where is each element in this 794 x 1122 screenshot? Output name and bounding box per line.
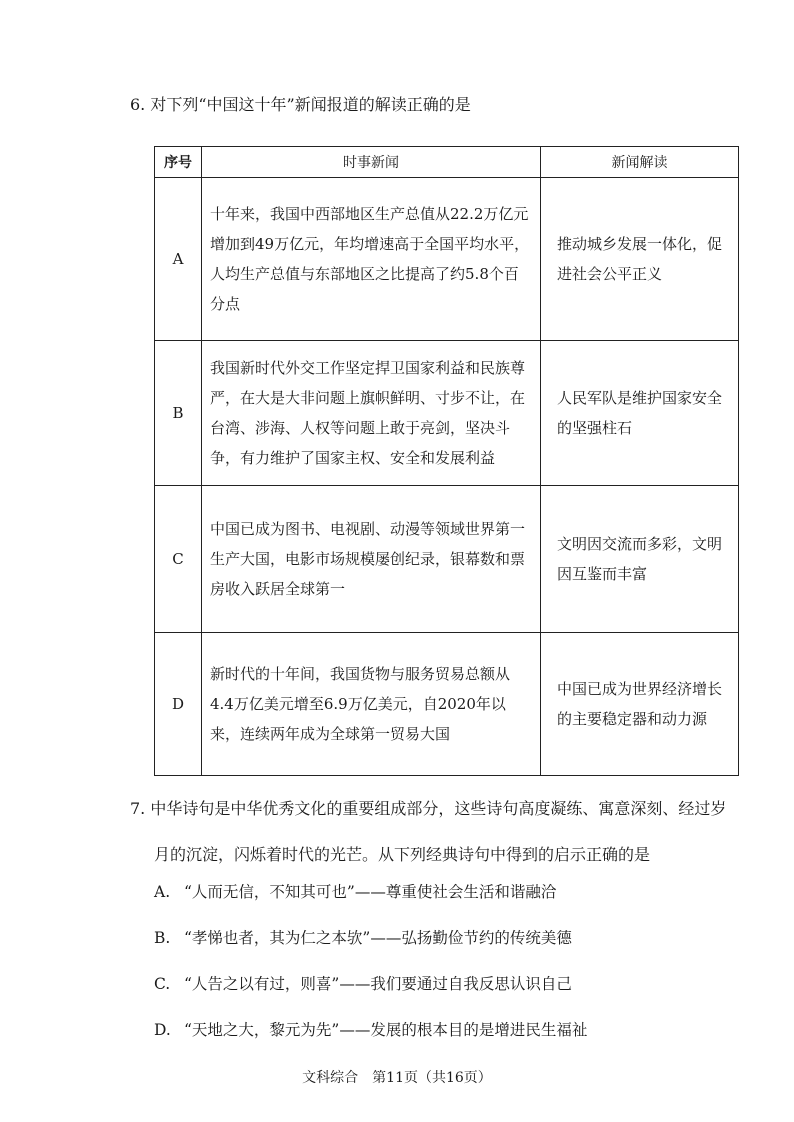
option-text: “人告之以有过，则喜”——我们要通过自我反思认识自己: [184, 975, 572, 993]
table-row: [155, 178, 739, 341]
option-d: [154, 1018, 587, 1040]
row-news: 我国新时代外交工作坚定捍卫国家利益和民族尊严，在大是大非问题上旗帜鲜明、寸步不让，在台湾、涉海、人权等问题上敢于亮剑，坚决斗争，有力维护了国家主权、安全和发展利益: [202, 341, 541, 486]
row-seq: D: [155, 633, 202, 776]
row-interp: 中国已成为世界经济增长的主要稳定器和动力源: [541, 633, 739, 776]
row-interp: 文明因交流而多彩，文明因互鉴而丰富: [541, 486, 739, 633]
option-b: [154, 926, 572, 948]
table-row: [155, 486, 739, 633]
header-news: 时事新闻: [202, 147, 541, 178]
row-seq: A: [155, 178, 202, 341]
table-row: [155, 341, 739, 486]
option-text: “天地之大，黎元为先”——发展的根本目的是增进民生福祉: [184, 1021, 588, 1039]
page-footer: 文科综合 第11页（共16页）: [302, 1070, 492, 1086]
option-label: D.: [154, 1021, 171, 1039]
option-text: “孝悌也者，其为仁之本欤”——弘扬勤俭节约的传统美德: [184, 929, 572, 947]
option-text: “人而无信，不知其可也”——尊重使社会生活和谐融洽: [184, 883, 557, 901]
table-header-row: [155, 147, 739, 178]
question-6-stem: 6. 对下列“中国这十年”新闻报道的解读正确的是: [130, 95, 471, 114]
option-c: [154, 972, 572, 994]
row-news: 中国已成为图书、电视剧、动漫等领域世界第一生产大国，电影市场规模屡创纪录，银幕数和票房收入跃居全球第一: [202, 486, 541, 633]
row-news: 十年来，我国中西部地区生产总值从22.2万亿元增加到49万亿元，年均增速高于全国平均水平，人均生产总值与东部地区之比提高了约5.8个百分点: [202, 178, 541, 341]
option-label: B.: [154, 929, 171, 947]
row-news: 新时代的十年间，我国货物与服务贸易总额从4.4万亿美元增至6.9万亿美元，自2020年以来，连续两年成为全球第一贸易大国: [202, 633, 541, 776]
option-a: [154, 880, 556, 902]
table-row: [155, 633, 739, 776]
row-interp: 推动城乡发展一体化，促进社会公平正义: [541, 178, 739, 341]
question-7-stem: [130, 786, 750, 878]
option-label: C.: [154, 975, 171, 993]
option-label: A.: [154, 883, 171, 901]
header-seq: 序号: [155, 147, 202, 178]
question-7-line-2: 月的沉淀，闪烁着时代的光芒。从下列经典诗句中得到的启示正确的是: [154, 845, 651, 864]
header-interp: 新闻解读: [541, 147, 739, 178]
row-seq: B: [155, 341, 202, 486]
row-seq: C: [155, 486, 202, 633]
news-table: [154, 146, 739, 776]
row-interp: 人民军队是维护国家安全的坚强柱石: [541, 341, 739, 486]
question-7-line-1: 7. 中华诗句是中华优秀文化的重要组成部分，这些诗句高度凝练、寓意深刻、经过岁: [130, 799, 727, 818]
